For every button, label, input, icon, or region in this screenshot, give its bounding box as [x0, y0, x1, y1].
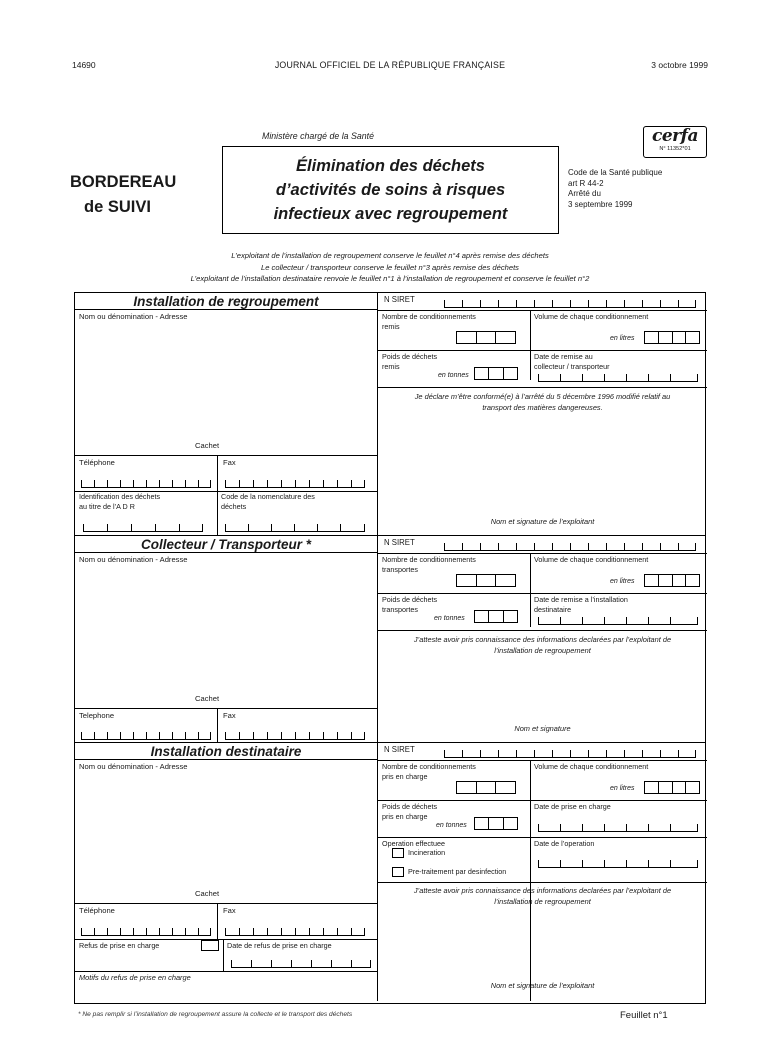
section3-left-column: [75, 743, 378, 1001]
journal-header: [72, 60, 708, 70]
section3-attestation: J’atteste avoir pris connaissance des informations declarées par l’exploitant de l’installation de regroupement: [413, 886, 672, 906]
section1-fax-field[interactable]: [225, 475, 365, 488]
section3-signature-label: Nom et signature de l’exploitant: [490, 981, 595, 990]
section2-attestation: J’atteste avoir pris connaissance des informations declarées par l’exploitant de l’installation de regroupement: [413, 635, 672, 655]
section1-siret-field[interactable]: [444, 295, 696, 308]
section1-volume-field[interactable]: [644, 331, 700, 344]
form-frame: [74, 292, 706, 1004]
section3-pretraitement-checkbox[interactable]: [392, 867, 404, 877]
cerfa-wordmark: cerfa: [652, 126, 698, 146]
journal-date: 3 octobre 1999: [651, 60, 708, 70]
divider: [75, 939, 377, 940]
divider: [217, 491, 218, 535]
section2-nom-adresse-label: Nom ou dénomination - Adresse: [79, 555, 188, 564]
section3-nom-adresse-label: Nom ou dénomination - Adresse: [79, 762, 188, 771]
section1-nomenclature-field[interactable]: [225, 519, 365, 532]
cerfa-number: N° 11352*01: [659, 146, 691, 152]
main-title-line-3: infectieux avec regroupement: [273, 205, 508, 223]
section1-nb-conditionnements-field[interactable]: [456, 331, 516, 344]
section1-en-litres-label: en litres: [610, 335, 635, 342]
section3-poids-field[interactable]: [474, 817, 518, 830]
feuillet-number: Feuillet n°1: [620, 1010, 668, 1021]
section1-nb-conditionnements-label: Nombre de conditionnements remis: [382, 312, 476, 331]
section3-date-refus-field[interactable]: [231, 955, 371, 968]
divider: [217, 903, 218, 939]
divider: [75, 971, 377, 972]
legal-line-1: Code de la Santé publique: [568, 168, 663, 177]
section2-cachet-label: Cachet: [195, 694, 220, 703]
section2-poids-label: Poids de déchets transportes: [382, 595, 438, 614]
section3-operation-label: Operation effectuee: [382, 839, 446, 848]
section3-incineration-checkbox[interactable]: [392, 848, 404, 858]
section3-en-tonnes-label: en tonnes: [436, 822, 467, 829]
section3-motifs-label: Motifs du refus de prise en charge: [79, 973, 191, 982]
section3-siret-field[interactable]: [444, 745, 696, 758]
section2-title: Collecteur / Transporteur *: [75, 536, 377, 553]
notice-line: L’exploitant de l’installation destinataire renvoie le feuillet n°1 à l’installation de regroupement et conserve le feuillet n°2: [190, 274, 590, 283]
divider: [378, 593, 707, 594]
section-installation-regroupement: [75, 293, 705, 536]
section3-fax-field[interactable]: [225, 923, 365, 936]
section3-volume-field[interactable]: [644, 781, 700, 794]
section3-siret-label: N SIRET: [384, 745, 415, 754]
journal-title: JOURNAL OFFICIEL DE LA RÉPUBLIQUE FRANÇAISE: [274, 60, 506, 70]
section1-poids-label: Poids de déchets remis: [382, 352, 438, 371]
divider: [378, 800, 707, 801]
section3-right-column: [378, 743, 705, 1001]
section1-telephone-field[interactable]: [81, 475, 211, 488]
footnote: * Ne pas remplir si l’installation de regroupement assure la collecte et le transport des déchets: [78, 1011, 353, 1018]
section2-fax-label: Fax: [223, 711, 236, 720]
divider: [378, 350, 707, 351]
main-title-line-1: Élimination des déchets: [296, 157, 485, 175]
bordereau-heading: [70, 170, 220, 220]
section2-nb-conditionnements-label: Nombre de conditionnements transportes: [382, 555, 476, 574]
section3-pretraitement-label: Pre-traitement par desinfection: [408, 867, 507, 876]
section1-nom-adresse-label: Nom ou dénomination - Adresse: [79, 312, 188, 321]
legal-line-3: Arrêté du: [568, 189, 601, 198]
section3-date-refus-label: Date de refus de prise en charge: [227, 941, 332, 950]
section2-fax-field[interactable]: [225, 727, 365, 740]
section2-en-tonnes-label: en tonnes: [434, 615, 465, 622]
section3-refus-label: Refus de prise en charge: [79, 941, 160, 950]
section3-refus-checkbox[interactable]: [201, 940, 219, 951]
divider: [378, 837, 707, 838]
main-title-line-2: d’activités de soins à risques: [275, 181, 506, 199]
notice-line: Le collecteur / transporteur conserve le feuillet n°3 après remise des déchets: [261, 262, 519, 272]
section2-volume-label: Volume de chaque conditionnement: [534, 555, 649, 564]
section1-volume-label: Volume de chaque conditionnement: [534, 312, 649, 321]
divider: [378, 553, 707, 554]
section3-incineration-label: Incineration: [408, 848, 446, 857]
divider: [378, 630, 707, 631]
section3-title: Installation destinataire: [75, 743, 377, 760]
ministere-label: Ministère chargé de la Santé: [262, 131, 374, 141]
section2-date-remise-label: Date de remise a l’installation destinataire: [534, 595, 628, 614]
section1-left-column: [75, 293, 378, 535]
divider: [223, 939, 224, 971]
section1-poids-field[interactable]: [474, 367, 518, 380]
section2-siret-field[interactable]: [444, 538, 696, 551]
section1-en-tonnes-label: en tonnes: [438, 372, 469, 379]
notice-line: L’exploitant de l’installation de regroupement conserve le feuillet n°4 après remise des déchets: [231, 251, 549, 260]
section3-nb-conditionnements-label: Nombre de conditionnements pris en charge: [382, 762, 476, 781]
section1-title: Installation de regroupement: [75, 293, 377, 310]
section3-telephone-field[interactable]: [81, 923, 211, 936]
section1-date-remise-label: Date de remise au collecteur / transporteur: [534, 352, 610, 371]
section2-poids-field[interactable]: [474, 610, 518, 623]
divider: [378, 760, 707, 761]
section1-cachet-label: Cachet: [195, 441, 220, 450]
section3-nom-adresse-field[interactable]: [75, 761, 377, 889]
section-collecteur-transporteur: [75, 536, 705, 743]
cerfa-logo: [643, 126, 707, 158]
legal-reference: [568, 168, 698, 210]
section2-en-litres-label: en litres: [610, 578, 635, 585]
section1-date-remise-field[interactable]: [538, 369, 698, 382]
section3-motifs-field[interactable]: [75, 985, 377, 999]
section1-right-column: [378, 293, 705, 535]
section1-declaration: Je déclare m’être conformé(e) à l’arrêté du 5 décembre 1996 modifié relatif au transport des matières dangereuses.: [414, 392, 671, 412]
divider: [378, 387, 707, 388]
section1-signature-label: Nom et signature de l’exploitant: [490, 517, 595, 526]
divider: [217, 455, 218, 491]
section3-en-litres-label: en litres: [610, 785, 635, 792]
section3-date-operation-label: Date de l’operation: [534, 839, 595, 848]
section2-volume-field[interactable]: [644, 574, 700, 587]
section3-fax-label: Fax: [223, 906, 236, 915]
section1-nomenclature-label: Code de la nomenclature des déchets: [221, 492, 315, 511]
section3-poids-label: Poids de déchets pris en charge: [382, 802, 438, 821]
bordereau-line-2: de SUIVI: [84, 198, 151, 216]
divider: [217, 708, 218, 742]
section1-adr-field[interactable]: [83, 519, 203, 532]
section3-nb-conditionnements-field[interactable]: [456, 781, 516, 794]
section1-siret-label: N SIRET: [384, 295, 415, 304]
section1-telephone-label: Téléphone: [79, 458, 115, 467]
section2-left-column: [75, 536, 378, 742]
section-installation-destinataire: [75, 743, 705, 1001]
legal-line-4: 3 septembre 1999: [568, 199, 633, 209]
section3-date-prise-en-charge-field[interactable]: [538, 819, 698, 832]
section3-date-prise-en-charge-label: Date de prise en charge: [534, 802, 611, 811]
section2-siret-label: N SIRET: [384, 538, 415, 547]
notice-block: [75, 250, 705, 285]
section2-nom-adresse-field[interactable]: [75, 554, 377, 694]
divider: [378, 310, 707, 311]
legal-line-2: art R 44-2: [568, 178, 604, 188]
bordereau-line-1: BORDEREAU: [70, 173, 177, 191]
section2-nb-conditionnements-field[interactable]: [456, 574, 516, 587]
section1-fax-label: Fax: [223, 458, 236, 467]
section3-cachet-label: Cachet: [195, 889, 220, 898]
main-title-box: [222, 146, 559, 234]
section1-nom-adresse-field[interactable]: [75, 311, 377, 441]
section1-adr-label: Identification des déchets au titre de l’A D R: [79, 492, 161, 511]
section2-signature-label: Nom et signature: [514, 724, 571, 733]
section3-date-operation-field[interactable]: [538, 855, 698, 868]
section2-telephone-field[interactable]: [81, 727, 211, 740]
section3-volume-label: Volume de chaque conditionnement: [534, 762, 649, 771]
divider: [378, 882, 707, 883]
section2-date-remise-field[interactable]: [538, 612, 698, 625]
section2-right-column: [378, 536, 705, 742]
journal-page-number: 14690: [72, 60, 96, 70]
section3-telephone-label: Téléphone: [79, 906, 115, 915]
section2-telephone-label: Telephone: [79, 711, 115, 720]
